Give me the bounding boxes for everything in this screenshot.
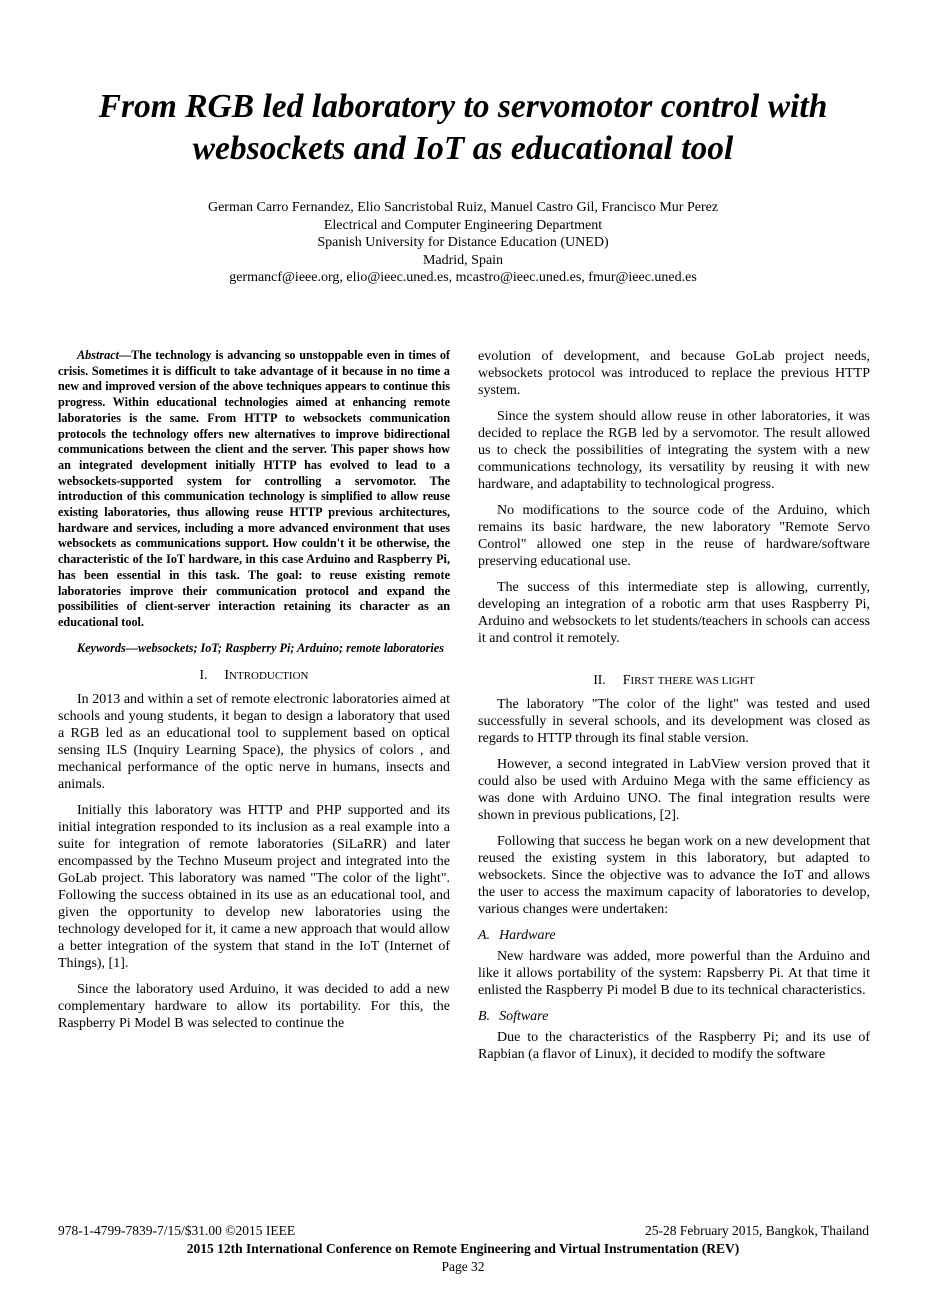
paragraph: Initially this laboratory was HTTP and PHP supported and its initial integration responded to its inclusion as a real example into a suite for integration of remote laboratories (SiLaRR) and later encompassed by the Techno Museum project and integrated into the GoLab project. This laboratory was named "The color of the light". Following the success obtained in its use as an educational tool, and given the opportunity to develop new laboratories using the technology developed for it, it came a new approach that would allow a better integration of the system that stand in the IoT (Internet of Things), [1]. (58, 803, 450, 972)
subsection-title: Hardware (499, 928, 556, 943)
subsection-letter: B. (478, 1009, 491, 1024)
section-title-initial: I (224, 668, 230, 684)
author-location: Madrid, Spain (422, 252, 504, 268)
author-names: German Carro Fernandez, Elio Sancristobal Ruiz, Manuel Castro Gil, Francisco Mur Perez (207, 200, 719, 215)
section-title-rest: IRST (630, 675, 655, 687)
paragraph: In 2013 and within a set of remote electronic laboratories aimed at schools and young students, it began to design a laboratory that used a RGB led as an educational tool to supplement based on optical sensing ILS (Inquiry Learning Space), the physics of colors , and mechanical performance of the optic nerve in humans, insects and animals. (58, 692, 450, 793)
section-number: I. (199, 667, 208, 683)
left-column (58, 348, 450, 1041)
section-title-initial: F (622, 673, 631, 688)
paragraph: No modifications to the source code of the Arduino, which remains its basic hardware, the new laboratory "Remote Servo Control" allowed one step in the reuse of hardware/software preserving educational use. (478, 503, 870, 569)
keywords-label: Keywords (77, 640, 126, 655)
paragraph: evolution of development, and because GoLab project needs, websockets protocol was introduced to replace the previous HTTP system. (478, 349, 870, 398)
author-block (60, 199, 866, 287)
abstract-text: The technology is advancing so unstoppable even in times of crisis. Sometimes it is difficult to take advantage of it because in no time a new and improved version of the above techniques appears to continue this progress. Within educational technologies aimed at enhancing remote laboratories is the same. From HTTP to websockets communication protocols the technology offers new alternatives to improve bidirectional communications between the client and the server. This paper shows how an integrated development initially HTTP has evolved to lead to a websockets-supported system for controlling a servomotor. The introduction of this communication technology is simplified to allow reuse existing laboratories, thus allowing reuse HTTP previous architectures, hardware and services, including a more advanced environment that uses websockets as communications support. How couldn't it be otherwise, the characteristic of the IoT hardware, in this case Arduino and Raspberry Pi, has been essential in this task. The goal: to reuse existing remote laboratories improve their communication protocol and expand the possibilities of client-server interaction retaining its character as an educational tool. (58, 348, 450, 629)
author-department: Electrical and Computer Engineering Department (323, 217, 603, 233)
subsection-heading-hardware (478, 927, 870, 944)
page-number: Page 32 (441, 1259, 485, 1274)
abstract-dash: — (118, 348, 132, 362)
abstract-label: Abstract (77, 348, 119, 362)
paragraph: The success of this intermediate step is allowing, currently, developing an integration of a robotic arm that uses Raspberry Pi, Arduino and websockets to let students/teachers in schools can access it and control it remotely. (478, 580, 870, 646)
paragraph: However, a second integrated in LabView version proved that it could also be used with Arduino Mega with the same efficiency as was done with Arduino UNO. The final integration results were shown in previous publications, [2]. (478, 757, 870, 823)
author-university: Spanish University for Distance Education (UNED) (317, 235, 609, 251)
keywords-dash: — (125, 640, 138, 655)
paragraph: Due to the characteristics of the Raspberry Pi; and its use of Rapbian (a flavor of Linux), it decided to modify the software (478, 1030, 870, 1062)
footer-conference: 2015 12th International Conference on Remote Engineering and Virtual Instrumentation (REV) (186, 1241, 740, 1256)
section-heading-first-there-was-light (478, 671, 870, 690)
subsection-title: Software (499, 1009, 549, 1024)
right-column (478, 348, 870, 1072)
paragraph: New hardware was added, more powerful than the Arduino and like it allows portability of the system: Rapsberry Pi. At that time it enlisted the Raspberry Pi model B due to its technical characteristics. (478, 949, 870, 998)
footer-isbn: 978-1-4799-7839-7/15/$31.00 ©2015 IEEE (58, 1223, 296, 1238)
subsection-letter: A. (478, 928, 491, 943)
keywords (58, 641, 450, 657)
paragraph: The laboratory "The color of the light" was tested and used successfully in several schools, and its development was closed as regards to HTTP through its final stable version. (478, 697, 870, 746)
author-emails: germancf@ieee.org, elio@ieec.uned.es, mcastro@ieec.uned.es, fmur@ieec.uned.es (229, 270, 697, 286)
title-line-1: From RGB led laboratory to servomotor control with (98, 88, 828, 125)
section-number: II. (593, 672, 606, 687)
section-title-rest: NTRODUCTION (229, 670, 309, 683)
subsection-heading-software (478, 1008, 870, 1025)
paragraph: Since the laboratory used Arduino, it was decided to add a new complementary hardware to allow its portability. For this, the Raspberry Pi Model B was selected to continue the (58, 982, 450, 1032)
title-line-2: websockets and IoT as educational tool (192, 130, 734, 167)
abstract (58, 348, 450, 631)
paragraph: Since the system should allow reuse in other laboratories, it was decided to replace the RGB led by a servomotor. The result allowed us to check the possibilities of integrating the system with a new communications technology, its versatility by reusing it with new hardware, and adaptability to technological progress. (478, 409, 870, 492)
paper-title (30, 86, 896, 170)
footer-date-place: 25-28 February 2015, Bangkok, Thailand (645, 1223, 869, 1238)
paragraph: Following that success he began work on a new development that reused the existing system in this laboratory, but adapted to websockets. Since the objective was to advance the IoT and allows the user to access the maximum capacity of laboratories to develop, various changes were undertaken: (478, 834, 870, 917)
keywords-text: websockets; IoT; Raspberry Pi; Arduino; remote laboratories (137, 640, 444, 655)
section-title-tail: THERE WAS LIGHT (657, 675, 755, 687)
section-heading-introduction (58, 666, 450, 685)
